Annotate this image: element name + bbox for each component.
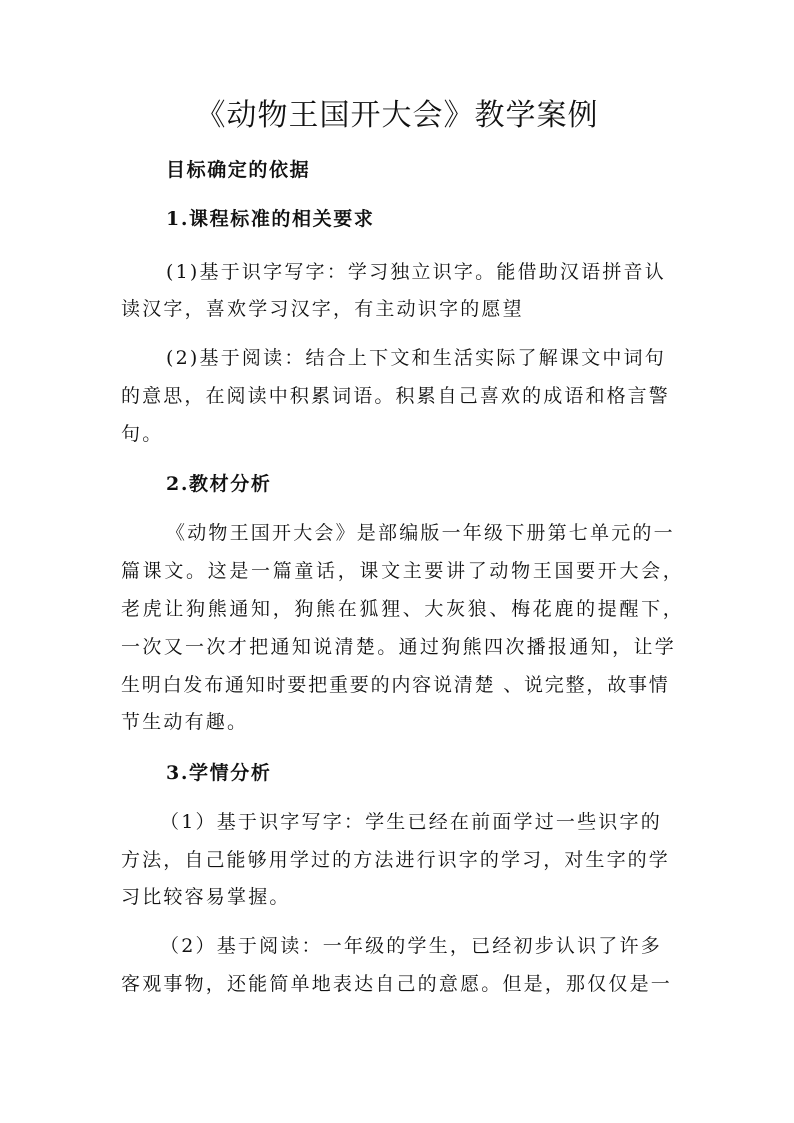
paragraph-line: （2）基于阅读：一年级的学生，已经初步认识了许多	[160, 935, 662, 957]
paragraph-line: 的意思，在阅读中积累词语。积累自己喜欢的成语和格言警	[121, 385, 669, 407]
heading-curriculum-standards: 1.课程标准的相关要求	[166, 208, 375, 230]
paragraph-line: (1)基于识字写字：学习独立识字。能借助汉语拼音认	[166, 261, 666, 283]
paragraph-line: 生明白发布通知时要把重要的内容说清楚 、说完整，故事情	[121, 674, 669, 696]
paragraph-line: 一次又一次才把通知说清楚。通过狗熊四次播报通知，让学	[121, 636, 675, 658]
paragraph-line: 篇课文。这是一篇童话，课文主要讲了动物王国要开大会，	[121, 560, 683, 582]
heading-textbook-analysis: 2.教材分析	[166, 473, 272, 495]
paragraph-line: 读汉字，喜欢学习汉字，有主动识字的愿望	[121, 298, 524, 320]
paragraph-line: 习比较容易掌握。	[121, 886, 291, 908]
paragraph-line: 句。	[121, 423, 164, 445]
document-title: 《动物王国开大会》教学案例	[195, 98, 599, 133]
paragraph-line: 老虎让狗熊通知，狗熊在狐狸、大灰狼、梅花鹿的提醒下，	[121, 598, 683, 620]
paragraph-line: 《动物王国开大会》是部编版一年级下册第七单元的一	[166, 522, 675, 544]
paragraph-line: 方法，自己能够用学过的方法进行识字的学习，对生字的学	[121, 849, 669, 871]
paragraph-line: 客观事物，还能简单地表达自己的意愿。但是，那仅仅是一	[121, 973, 671, 995]
heading-basis: 目标确定的依据	[166, 159, 311, 181]
heading-learner-analysis: 3.学情分析	[166, 762, 272, 784]
paragraph-line: （1）基于识字写字：学生已经在前面学过一些识字的	[160, 811, 662, 833]
paragraph-line: (2)基于阅读：结合上下文和生活实际了解课文中词句	[166, 347, 666, 369]
paragraph-line: 节生动有趣。	[121, 711, 249, 733]
